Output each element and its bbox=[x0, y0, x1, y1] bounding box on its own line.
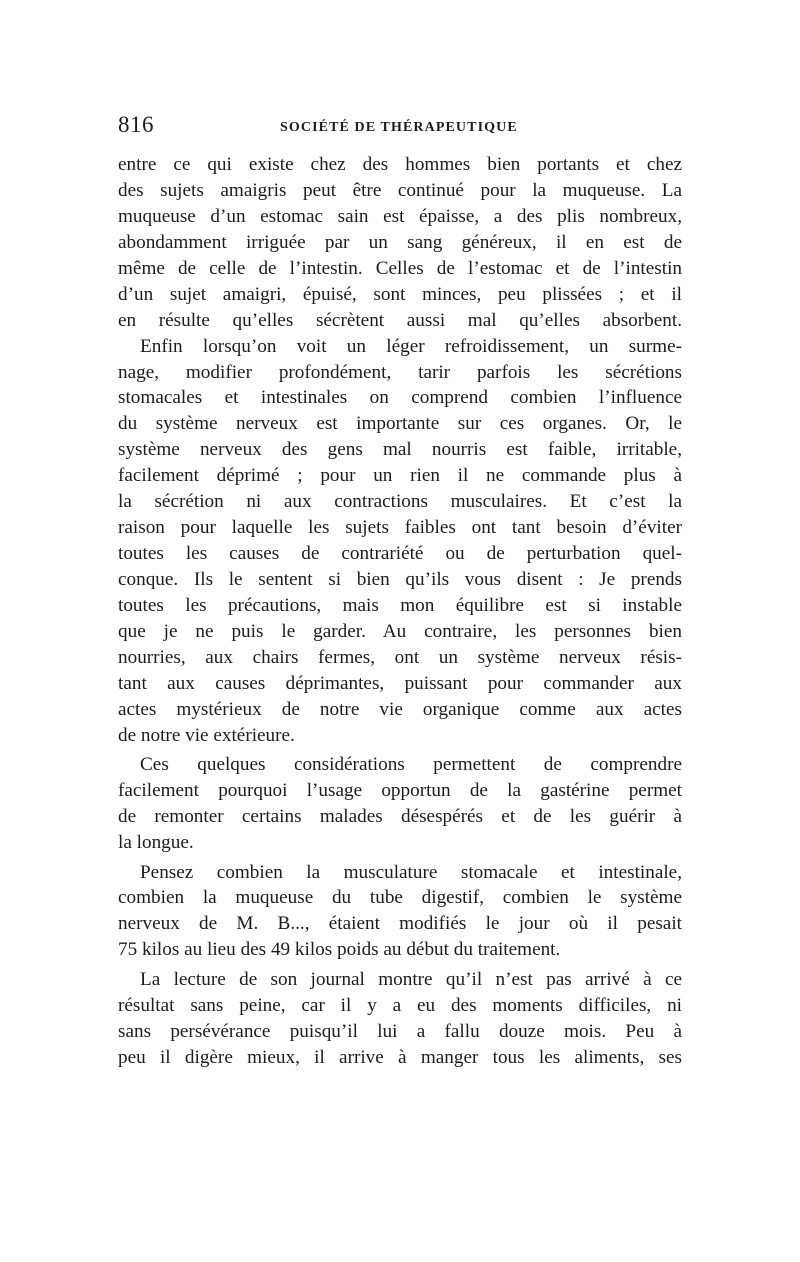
text-line: Enfin lorsqu’on voit un léger refroidissement, un surme- bbox=[140, 335, 682, 357]
text-line: la sécrétion ni aux contractions musculaires. Et c’est la bbox=[118, 491, 682, 513]
text-line: même de celle de l’intestin. Celles de l’estomac et de l’intestin bbox=[118, 257, 682, 279]
text-line: de remonter certains malades désespérés et de les guérir à bbox=[118, 806, 682, 828]
text-line: des sujets amaigris peut être continué pour la muqueuse. La bbox=[118, 179, 682, 201]
paragraph bbox=[118, 334, 682, 749]
text-line: Pensez combien la musculature stomacale et intestinale, bbox=[140, 861, 682, 883]
text-line: conque. Ils le sentent si bien qu’ils vous disent : Je prends bbox=[118, 569, 682, 590]
text-line: nage, modifier profondément, tarir parfois les sécrétions bbox=[118, 361, 682, 383]
text-line: stomacales et intestinales on comprend combien l’influence bbox=[118, 387, 682, 409]
text-line: raison pour laquelle les sujets faibles ont tant besoin d’éviter bbox=[118, 517, 682, 539]
text-line: que je ne puis le garder. Au contraire, les personnes bien bbox=[118, 620, 682, 642]
text-line: peu il digère mieux, il arrive à manger tous les aliments, ses bbox=[118, 1046, 682, 1068]
paragraph bbox=[118, 752, 682, 856]
text-line: 75 kilos au lieu des 49 kilos poids au début du traitement. bbox=[118, 939, 561, 961]
text-line: du système nerveux est importante sur ces organes. Or, le bbox=[118, 413, 682, 435]
paragraph bbox=[118, 967, 682, 1071]
text-line: la longue. bbox=[118, 831, 194, 853]
text-line: tant aux causes déprimantes, puissant pour commander aux bbox=[118, 672, 682, 694]
text-line: d’un sujet amaigri, épuisé, sont minces, peu plissées ; et il bbox=[118, 283, 682, 305]
text-line: entre ce qui existe chez des hommes bien portants et chez bbox=[118, 154, 682, 175]
text-line: sans persévérance puisqu’il lui a fallu douze mois. Peu à bbox=[118, 1020, 682, 1042]
page-header bbox=[118, 112, 682, 142]
text-line: actes mystérieux de notre vie organique comme aux actes bbox=[118, 698, 682, 720]
text-line: en résulte qu’elles sécrètent aussi mal qu’elles absorbent. bbox=[118, 309, 682, 331]
text-line: toutes les précautions, mais mon équilibre est si instable bbox=[118, 594, 682, 616]
text-line: nerveux de M. B..., étaient modifiés le jour où il pesait bbox=[118, 913, 682, 935]
text-line: résultat sans peine, car il y a eu des moments difficiles, ni bbox=[118, 994, 682, 1016]
page-number: 816 bbox=[118, 112, 154, 137]
text-line: muqueuse d’un estomac sain est épaisse, a des plis nombreux, bbox=[118, 205, 682, 227]
text-line: abondamment irriguée par un sang généreux, il en est de bbox=[118, 231, 682, 253]
text-line: nourries, aux chairs fermes, ont un système nerveux résis- bbox=[118, 646, 682, 668]
paragraph bbox=[118, 860, 682, 964]
text-line: combien la muqueuse du tube digestif, combien le système bbox=[118, 887, 682, 909]
text-line: de notre vie extérieure. bbox=[118, 724, 295, 746]
text-line: facilement pourquoi l’usage opportun de la gastérine permet bbox=[118, 780, 682, 802]
paragraph bbox=[118, 152, 682, 334]
text-line: facilement déprimé ; pour un rien il ne commande plus à bbox=[118, 465, 682, 487]
page-body bbox=[118, 152, 682, 1071]
running-title: SOCIÉTÉ DE THÉRAPEUTIQUE bbox=[280, 120, 518, 135]
text-line: système nerveux des gens mal nourris est faible, irritable, bbox=[118, 439, 682, 461]
text-line: toutes les causes de contrariété ou de perturbation quel- bbox=[118, 543, 682, 565]
text-line: Ces quelques considérations permettent de comprendre bbox=[140, 754, 682, 776]
text-line: La lecture de son journal montre qu’il n’est pas arrivé à ce bbox=[140, 968, 682, 990]
